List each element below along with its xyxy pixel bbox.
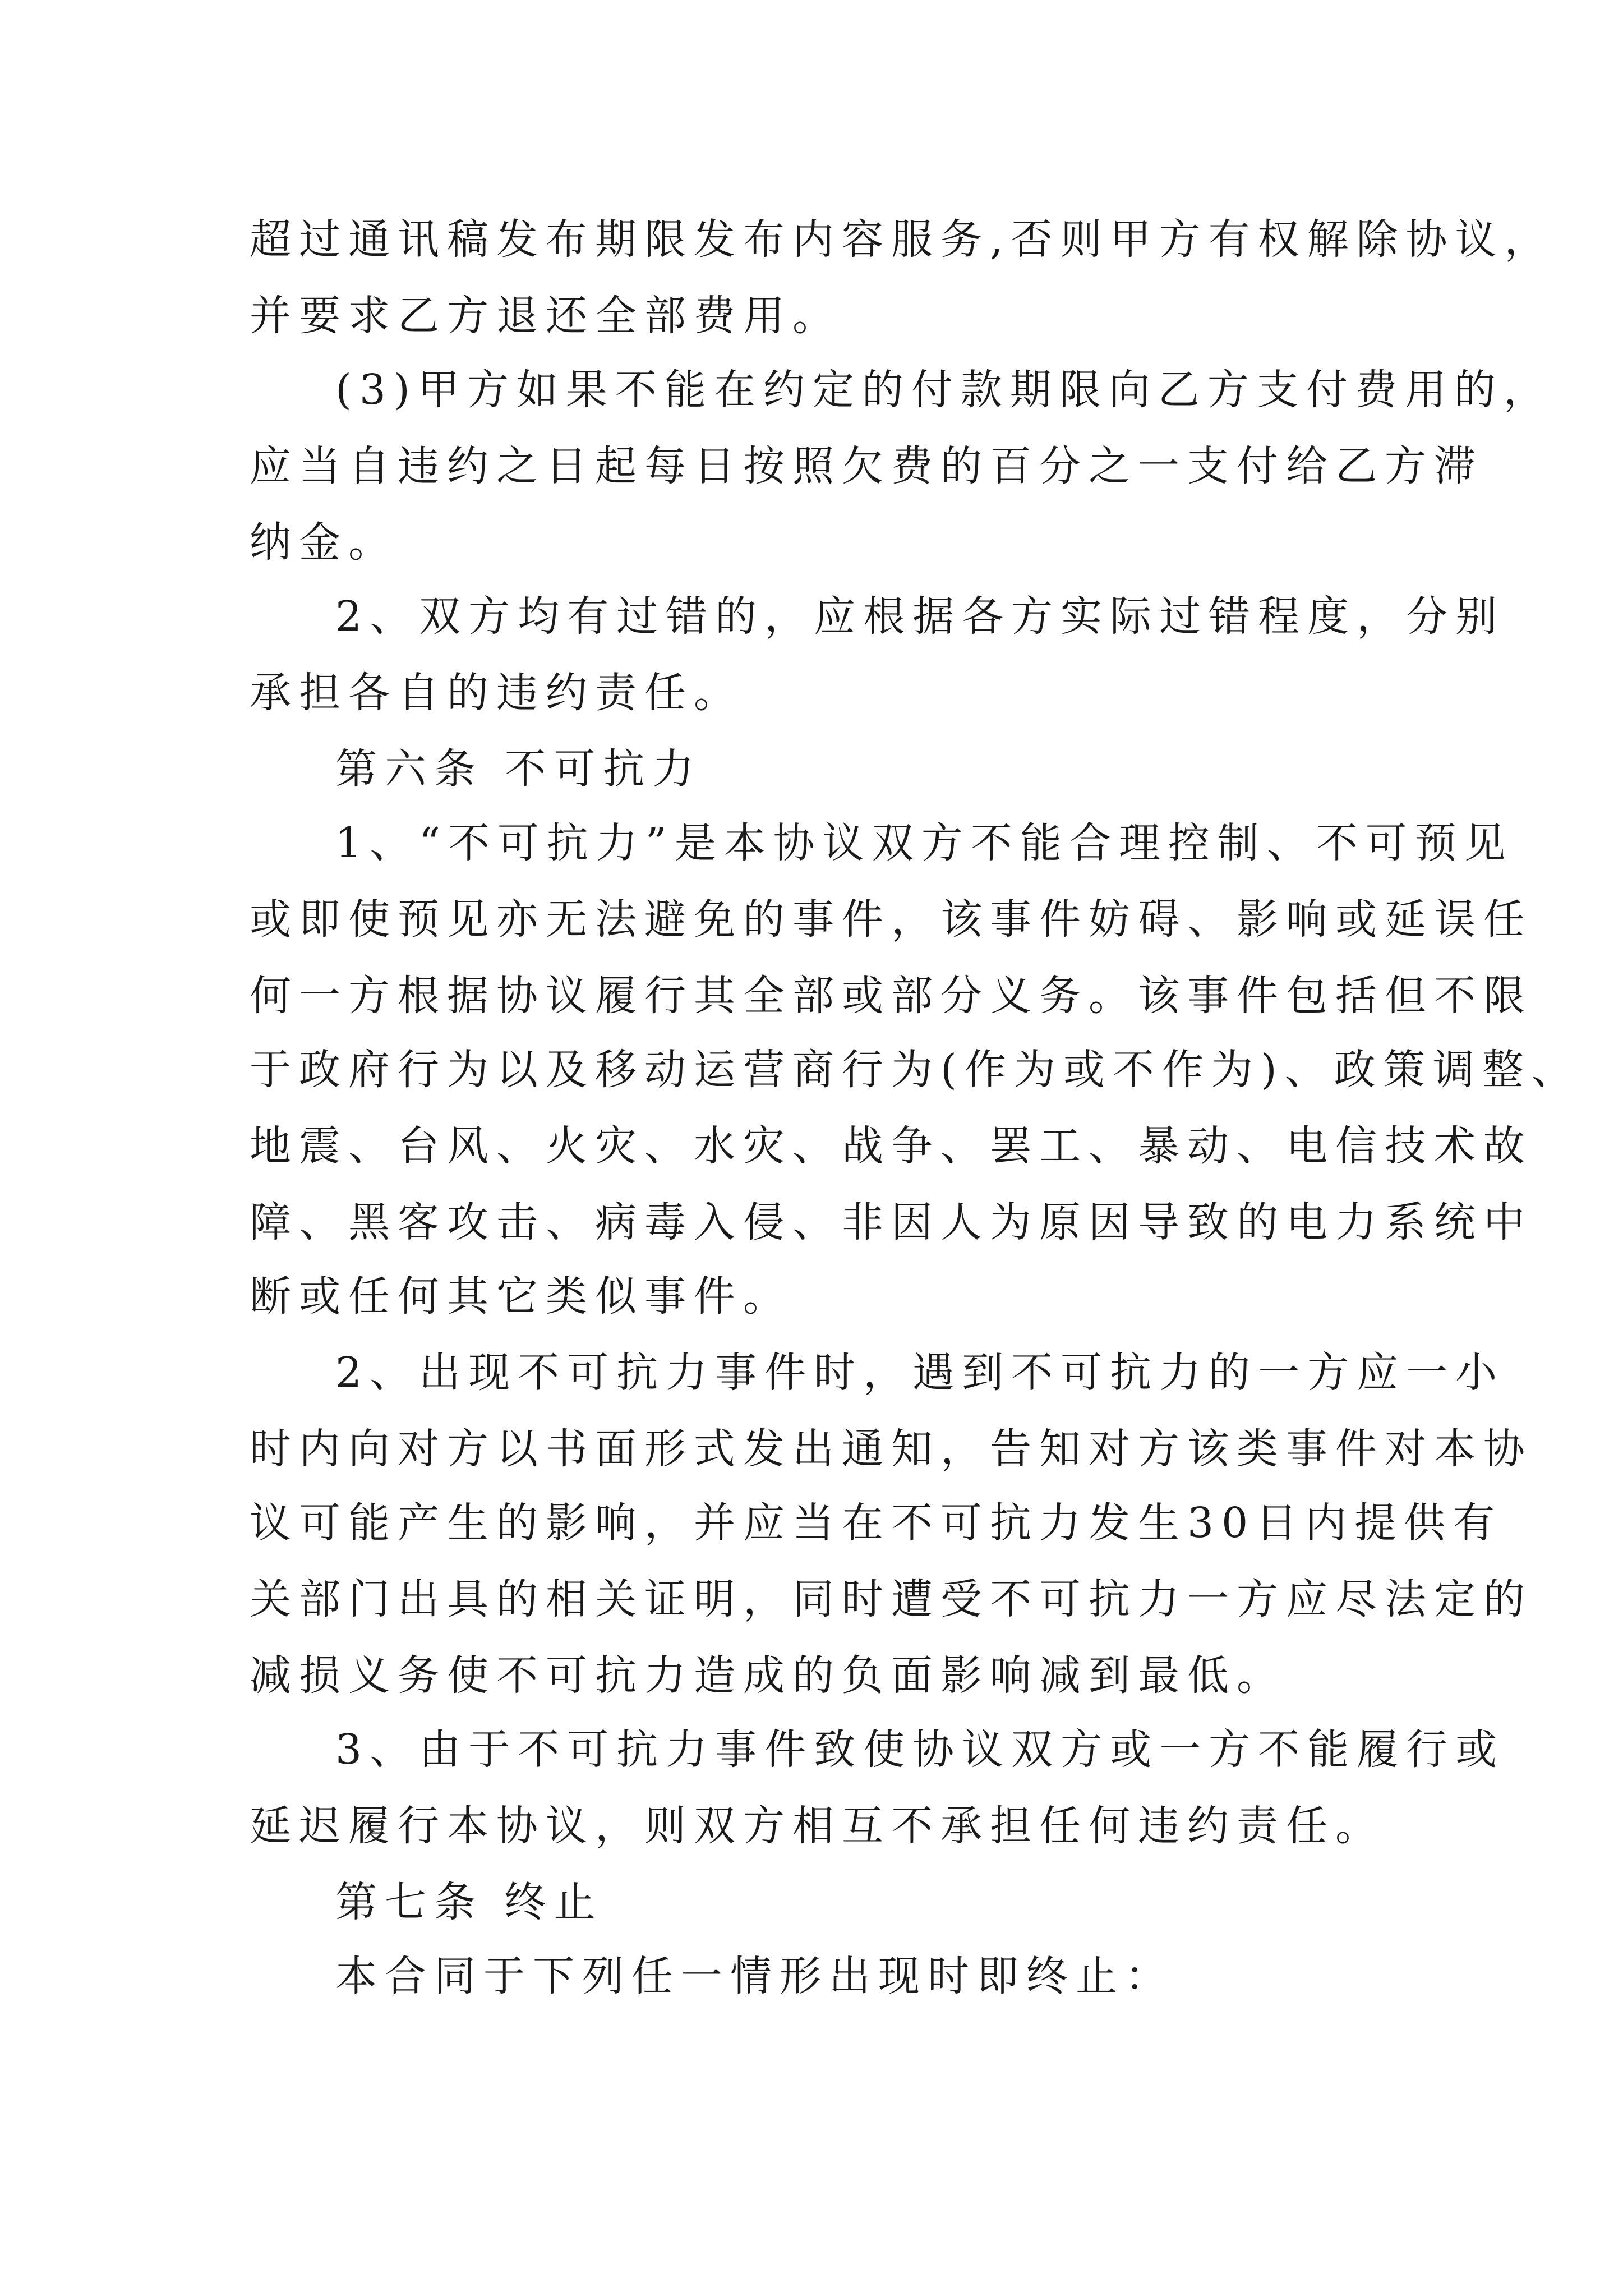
text-line: 议可能产生的影响，并应当在不可抗力发生30日内提供有 — [250, 1499, 1503, 1547]
text-line: 并要求乙方退还全部费用。 — [250, 292, 842, 340]
text-line: 何一方根据协议履行其全部或部分义务。该事件包括但不限 — [250, 972, 1533, 1020]
section-heading: 第七条 终止 — [335, 1878, 603, 1926]
text-line: 地震、台风、火灾、水灾、战争、罢工、暴动、电信技术故 — [250, 1122, 1533, 1170]
text-line: 于政府行为以及移动运营商行为(作为或不作为)、政策调整、 — [250, 1046, 1581, 1094]
text-line: 超过通讯稿发布期限发布内容服务,否则甲方有权解除协议， — [250, 215, 1554, 264]
text-line: 2、出现不可抗力事件时，遇到不可抗力的一方应一小 — [335, 1349, 1505, 1397]
text-line: 本合同于下列任一情形出现时即终止： — [335, 1952, 1174, 2000]
text-line: 纳金。 — [250, 518, 398, 567]
text-line: 关部门出具的相关证明，同时遭受不可抗力一方应尽法定的 — [250, 1575, 1533, 1623]
text-line: 应当自违约之日起每日按照欠费的百分之一支付给乙方滞 — [250, 442, 1483, 490]
text-line: 断或任何其它类似事件。 — [250, 1272, 792, 1320]
text-line: 或即使预见亦无法避免的事件，该事件妨碍、影响或延误任 — [250, 895, 1533, 944]
text-line: 减损义务使不可抗力造成的负面影响减到最低。 — [250, 1651, 1286, 1700]
section-heading: 第六条 不可抗力 — [335, 745, 702, 793]
text-line: 3、由于不可抗力事件致使协议双方或一方不能履行或 — [335, 1726, 1505, 1774]
text-line: 1、“不可抗力”是本协议双方不能合理控制、不可预见 — [335, 819, 1514, 867]
text-line: 时内向对方以书面形式发出通知，告知对方该类事件对本协 — [250, 1425, 1533, 1473]
text-line: 障、黑客攻击、病毒入侵、非因人为原因导致的电力系统中 — [250, 1198, 1533, 1246]
text-line: 2、双方均有过错的，应根据各方实际过错程度，分别 — [335, 592, 1505, 641]
text-line: 承担各自的违约责任。 — [250, 669, 743, 717]
text-line: (3)甲方如果不能在约定的付款期限向乙方支付费用的， — [335, 366, 1553, 414]
text-line: 延迟履行本协议，则双方相互不承担任何违约责任。 — [250, 1802, 1385, 1850]
